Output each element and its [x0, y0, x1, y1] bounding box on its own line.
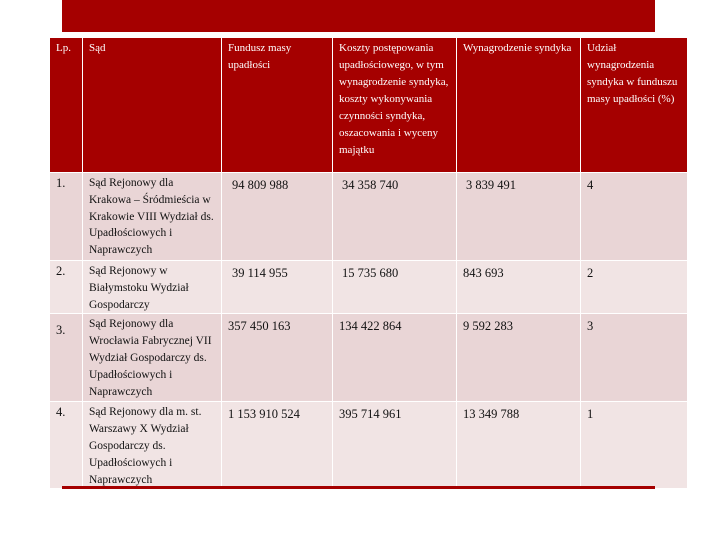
- cell-fee-share: 3: [581, 314, 688, 402]
- cell-proceeding-costs: 395 714 961: [333, 402, 457, 489]
- header-court: Sąd: [83, 38, 222, 173]
- cell-fee-share: 2: [581, 261, 688, 314]
- cell-estate-fund: 357 450 163: [222, 314, 333, 402]
- cell-estate-fund: 39 114 955: [222, 261, 333, 314]
- header-row: [50, 38, 688, 173]
- cell-fee-share: 1: [581, 402, 688, 489]
- header-red-band: [62, 0, 655, 32]
- cell-lp: 4.: [50, 402, 83, 489]
- cell-trustee-fee: 9 592 283: [457, 314, 581, 402]
- table-row: [50, 173, 688, 261]
- cell-trustee-fee: 13 349 788: [457, 402, 581, 489]
- table-row: [50, 314, 688, 402]
- bankruptcy-table-container: [49, 37, 688, 489]
- header-lp: Lp.: [50, 38, 83, 173]
- table-row: [50, 261, 688, 314]
- cell-lp: 3.: [50, 314, 83, 402]
- cell-court: Sąd Rejonowy w Białymstoku Wydział Gospodarczy: [83, 261, 222, 314]
- cell-estate-fund: 1 153 910 524: [222, 402, 333, 489]
- header-proceeding-costs: Koszty postępowania upadłościowego, w tym wynagrodzenie syndyka, koszty wykonywania czynności syndyka, oszacowania i wyceny majątku: [333, 38, 457, 173]
- footer-red-line: [62, 486, 655, 489]
- cell-proceeding-costs: 15 735 680: [333, 261, 457, 314]
- header-estate-fund: Fundusz masy upadłości: [222, 38, 333, 173]
- bankruptcy-table: [49, 37, 688, 489]
- cell-court: Sąd Rejonowy dla m. st. Warszawy X Wydział Gospodarczy ds. Upadłościowych i Naprawczych: [83, 402, 222, 489]
- table-row: [50, 402, 688, 489]
- cell-lp: 1.: [50, 173, 83, 261]
- cell-lp: 2.: [50, 261, 83, 314]
- header-fee-share: Udział wynagrodzenia syndyka w funduszu masy upadłości (%): [581, 38, 688, 173]
- cell-trustee-fee: 3 839 491: [457, 173, 581, 261]
- cell-fee-share: 4: [581, 173, 688, 261]
- cell-court: Sąd Rejonowy dla Wrocławia Fabrycznej VII Wydział Gospodarczy ds. Upadłościowych i Naprawczych: [83, 314, 222, 402]
- cell-court: Sąd Rejonowy dla Krakowa – Śródmieścia w Krakowie VIII Wydział ds. Upadłościowych i Naprawczych: [83, 173, 222, 261]
- cell-proceeding-costs: 34 358 740: [333, 173, 457, 261]
- cell-estate-fund: 94 809 988: [222, 173, 333, 261]
- header-trustee-fee: Wynagrodzenie syndyka: [457, 38, 581, 173]
- cell-proceeding-costs: 134 422 864: [333, 314, 457, 402]
- cell-trustee-fee: 843 693: [457, 261, 581, 314]
